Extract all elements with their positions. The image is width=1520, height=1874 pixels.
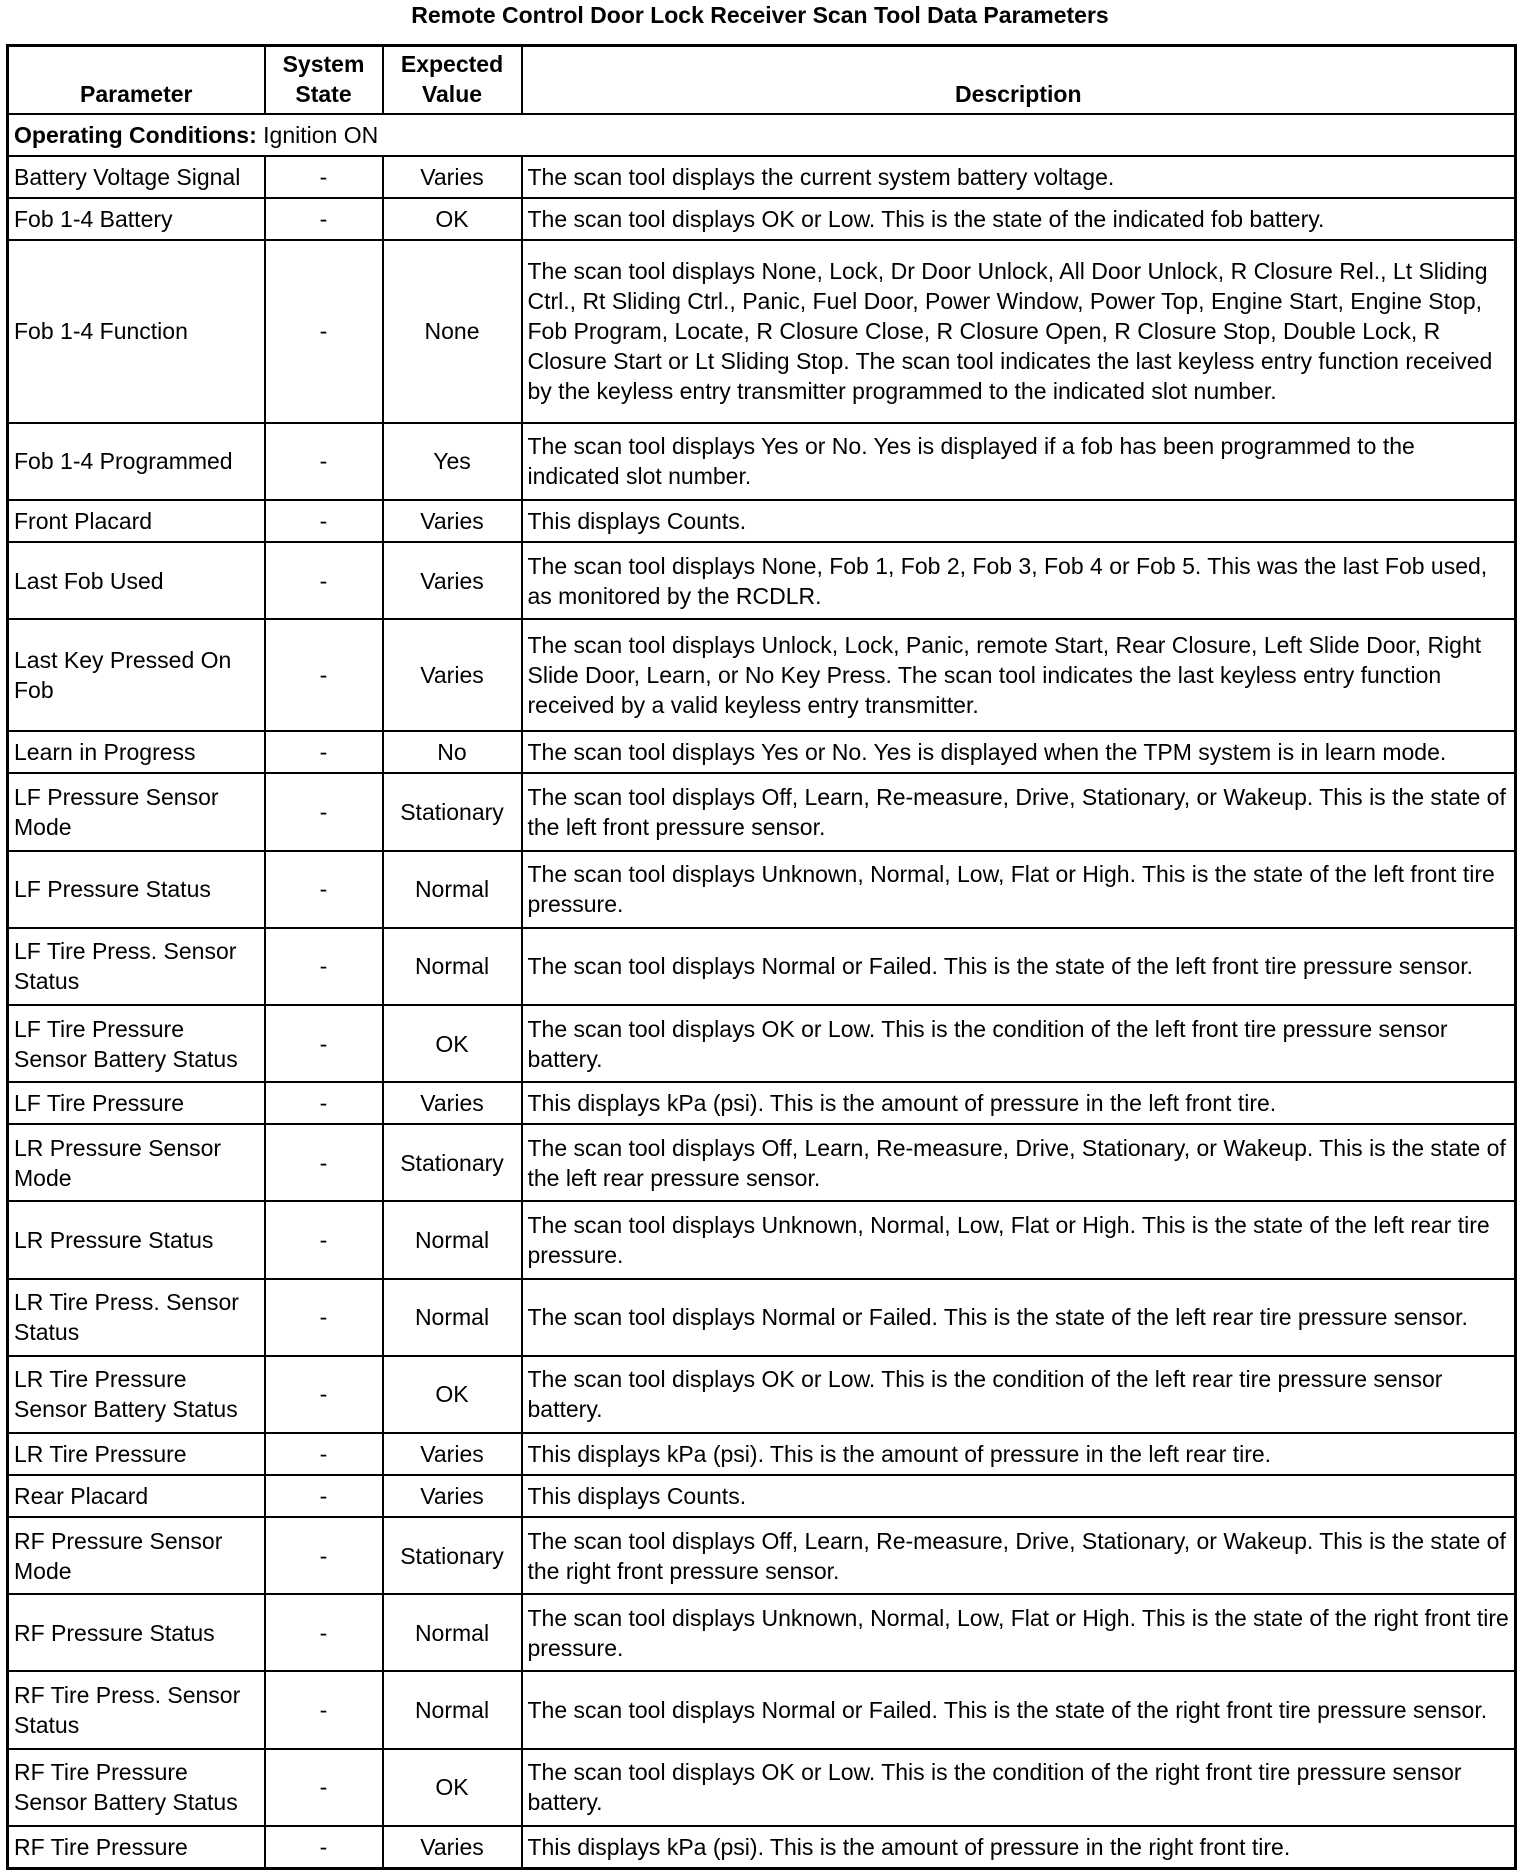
table-body xyxy=(8,114,1516,1869)
cell-system-state: - xyxy=(265,1671,383,1748)
cell-description: The scan tool displays Unknown, Normal, Low, Flat or High. This is the state of the left front tire pressure. xyxy=(522,851,1516,928)
cell-expected-value: Varies xyxy=(383,1826,522,1869)
cell-system-state: - xyxy=(265,1433,383,1475)
cell-system-state: - xyxy=(265,619,383,731)
cell-expected-value: Normal xyxy=(383,1671,522,1748)
cell-expected-value: OK xyxy=(383,1749,522,1826)
table-row xyxy=(8,1594,1516,1671)
cell-parameter: LF Tire Press. Sensor Status xyxy=(8,928,265,1005)
operating-conditions-value: Ignition ON xyxy=(256,122,379,149)
cell-expected-value: Varies xyxy=(383,500,522,542)
table-row xyxy=(8,1356,1516,1433)
cell-expected-value: Stationary xyxy=(383,773,522,850)
cell-description: The scan tool displays Unlock, Lock, Panic, remote Start, Rear Closure, Left Slide Door, Right Slide Door, Learn, or No Key Press. The scan tool indicates the last keyless entry function received by a valid keyless entry transmitter. xyxy=(522,619,1516,731)
cell-parameter: LR Pressure Status xyxy=(8,1201,265,1278)
cell-parameter: Front Placard xyxy=(8,500,265,542)
cell-parameter: Fob 1-4 Battery xyxy=(8,198,265,240)
cell-parameter: LR Pressure Sensor Mode xyxy=(8,1124,265,1201)
table-row xyxy=(8,1279,1516,1356)
cell-description: The scan tool displays the current system battery voltage. xyxy=(522,156,1516,198)
table-row xyxy=(8,1826,1516,1869)
table-row xyxy=(8,1005,1516,1082)
cell-system-state: - xyxy=(265,423,383,500)
cell-system-state: - xyxy=(265,542,383,619)
cell-system-state: - xyxy=(265,1124,383,1201)
cell-expected-value: Normal xyxy=(383,1279,522,1356)
cell-description: The scan tool displays Yes or No. Yes is displayed when the TPM system is in learn mode. xyxy=(522,731,1516,773)
table-row xyxy=(8,1517,1516,1594)
table-row xyxy=(8,1749,1516,1826)
cell-description: The scan tool displays None, Fob 1, Fob 2, Fob 3, Fob 4 or Fob 5. This was the last Fob used, as monitored by the RCDLR. xyxy=(522,542,1516,619)
table-row xyxy=(8,423,1516,500)
cell-parameter: RF Pressure Status xyxy=(8,1594,265,1671)
table-row xyxy=(8,240,1516,422)
cell-parameter: LF Pressure Status xyxy=(8,851,265,928)
cell-system-state: - xyxy=(265,198,383,240)
cell-expected-value: Varies xyxy=(383,542,522,619)
cell-description: The scan tool displays Unknown, Normal, Low, Flat or High. This is the state of the right front tire pressure. xyxy=(522,1594,1516,1671)
cell-description: The scan tool displays OK or Low. This is the condition of the right front tire pressure sensor battery. xyxy=(522,1749,1516,1826)
cell-parameter: RF Tire Pressure xyxy=(8,1826,265,1869)
cell-system-state: - xyxy=(265,773,383,850)
cell-system-state: - xyxy=(265,1005,383,1082)
cell-description: The scan tool displays OK or Low. This is the state of the indicated fob battery. xyxy=(522,198,1516,240)
table-row xyxy=(8,1433,1516,1475)
cell-expected-value: Normal xyxy=(383,928,522,1005)
table-row xyxy=(8,542,1516,619)
operating-conditions-row xyxy=(8,114,1516,156)
table-row xyxy=(8,1082,1516,1124)
cell-parameter: Learn in Progress xyxy=(8,731,265,773)
cell-expected-value: None xyxy=(383,240,522,422)
cell-system-state: - xyxy=(265,928,383,1005)
table-row xyxy=(8,156,1516,198)
cell-expected-value: Varies xyxy=(383,156,522,198)
cell-expected-value: OK xyxy=(383,1005,522,1082)
table-row xyxy=(8,851,1516,928)
cell-description: The scan tool displays OK or Low. This is the condition of the left rear tire pressure sensor battery. xyxy=(522,1356,1516,1433)
cell-description: This displays kPa (psi). This is the amount of pressure in the left front tire. xyxy=(522,1082,1516,1124)
cell-expected-value: Varies xyxy=(383,1433,522,1475)
cell-system-state: - xyxy=(265,156,383,198)
cell-system-state: - xyxy=(265,731,383,773)
cell-parameter: LR Tire Press. Sensor Status xyxy=(8,1279,265,1356)
cell-system-state: - xyxy=(265,1826,383,1869)
operating-conditions-label: Operating Conditions: xyxy=(14,122,257,149)
header-expected-value: Expected Value xyxy=(383,46,522,115)
cell-expected-value: Normal xyxy=(383,1594,522,1671)
cell-parameter: LF Tire Pressure Sensor Battery Status xyxy=(8,1005,265,1082)
cell-description: The scan tool displays OK or Low. This is the condition of the left front tire pressure sensor battery. xyxy=(522,1005,1516,1082)
header-system-state: System State xyxy=(265,46,383,115)
cell-expected-value: Varies xyxy=(383,1475,522,1517)
cell-parameter: LR Tire Pressure Sensor Battery Status xyxy=(8,1356,265,1433)
cell-parameter: LF Tire Pressure xyxy=(8,1082,265,1124)
cell-description: The scan tool displays Off, Learn, Re-measure, Drive, Stationary, or Wakeup. This is the state of the left front pressure sensor. xyxy=(522,773,1516,850)
cell-parameter: Battery Voltage Signal xyxy=(8,156,265,198)
table-row xyxy=(8,198,1516,240)
scan-data-table xyxy=(6,44,1517,1870)
cell-parameter: LF Pressure Sensor Mode xyxy=(8,773,265,850)
table-row xyxy=(8,500,1516,542)
cell-description: The scan tool displays None, Lock, Dr Door Unlock, All Door Unlock, R Closure Rel., Lt Sliding Ctrl., Rt Sliding Ctrl., Panic, Fuel Door, Power Window, Power Top, Engine Start, Engine Stop, Fob Program, Locate, R Closure Close, R Closure Open, R Closure Stop, Double Lock, R Closure Start or Lt Sliding Stop. The scan tool indicates the last keyless entry function received by the keyless entry transmitter programmed to the indicated slot number. xyxy=(522,240,1516,422)
cell-description: This displays Counts. xyxy=(522,500,1516,542)
cell-expected-value: Yes xyxy=(383,423,522,500)
cell-expected-value: Varies xyxy=(383,1082,522,1124)
table-row xyxy=(8,1475,1516,1517)
cell-system-state: - xyxy=(265,1082,383,1124)
cell-expected-value: Stationary xyxy=(383,1517,522,1594)
cell-parameter: Last Key Pressed On Fob xyxy=(8,619,265,731)
cell-system-state: - xyxy=(265,1594,383,1671)
cell-system-state: - xyxy=(265,1517,383,1594)
cell-expected-value: OK xyxy=(383,1356,522,1433)
cell-description: The scan tool displays Normal or Failed. This is the state of the left rear tire pressure sensor. xyxy=(522,1279,1516,1356)
cell-expected-value: OK xyxy=(383,198,522,240)
cell-system-state: - xyxy=(265,1201,383,1278)
cell-parameter: RF Pressure Sensor Mode xyxy=(8,1517,265,1594)
table-row xyxy=(8,1201,1516,1278)
cell-parameter: Rear Placard xyxy=(8,1475,265,1517)
cell-description: The scan tool displays Normal or Failed. This is the state of the right front tire pressure sensor. xyxy=(522,1671,1516,1748)
cell-expected-value: Stationary xyxy=(383,1124,522,1201)
cell-system-state: - xyxy=(265,1475,383,1517)
cell-description: The scan tool displays Off, Learn, Re-measure, Drive, Stationary, or Wakeup. This is the state of the left rear pressure sensor. xyxy=(522,1124,1516,1201)
operating-conditions xyxy=(8,114,1516,156)
cell-description: This displays kPa (psi). This is the amount of pressure in the right front tire. xyxy=(522,1826,1516,1869)
cell-parameter: Fob 1-4 Programmed xyxy=(8,423,265,500)
cell-system-state: - xyxy=(265,1356,383,1433)
header-description: Description xyxy=(522,46,1516,115)
cell-expected-value: No xyxy=(383,731,522,773)
cell-expected-value: Normal xyxy=(383,851,522,928)
table-row xyxy=(8,1671,1516,1748)
cell-expected-value: Varies xyxy=(383,619,522,731)
table-row xyxy=(8,731,1516,773)
cell-expected-value: Normal xyxy=(383,1201,522,1278)
cell-system-state: - xyxy=(265,240,383,422)
table-row xyxy=(8,928,1516,1005)
cell-system-state: - xyxy=(265,851,383,928)
cell-parameter: RF Tire Pressure Sensor Battery Status xyxy=(8,1749,265,1826)
table-row xyxy=(8,619,1516,731)
header-parameter: Parameter xyxy=(8,46,265,115)
cell-description: The scan tool displays Off, Learn, Re-measure, Drive, Stationary, or Wakeup. This is the state of the right front pressure sensor. xyxy=(522,1517,1516,1594)
cell-description: This displays kPa (psi). This is the amount of pressure in the left rear tire. xyxy=(522,1433,1516,1475)
cell-system-state: - xyxy=(265,1279,383,1356)
cell-parameter: Last Fob Used xyxy=(8,542,265,619)
cell-parameter: RF Tire Press. Sensor Status xyxy=(8,1671,265,1748)
cell-description: The scan tool displays Unknown, Normal, Low, Flat or High. This is the state of the left rear tire pressure. xyxy=(522,1201,1516,1278)
cell-parameter: LR Tire Pressure xyxy=(8,1433,265,1475)
table-title: Remote Control Door Lock Receiver Scan Tool Data Parameters xyxy=(411,2,1109,28)
table-row xyxy=(8,1124,1516,1201)
cell-system-state: - xyxy=(265,1749,383,1826)
cell-description: The scan tool displays Normal or Failed. This is the state of the left front tire pressure sensor. xyxy=(522,928,1516,1005)
header-row xyxy=(8,46,1516,115)
cell-system-state: - xyxy=(265,500,383,542)
cell-parameter: Fob 1-4 Function xyxy=(8,240,265,422)
cell-description: The scan tool displays Yes or No. Yes is displayed if a fob has been programmed to the indicated slot number. xyxy=(522,423,1516,500)
cell-description: This displays Counts. xyxy=(522,1475,1516,1517)
table-row xyxy=(8,773,1516,850)
